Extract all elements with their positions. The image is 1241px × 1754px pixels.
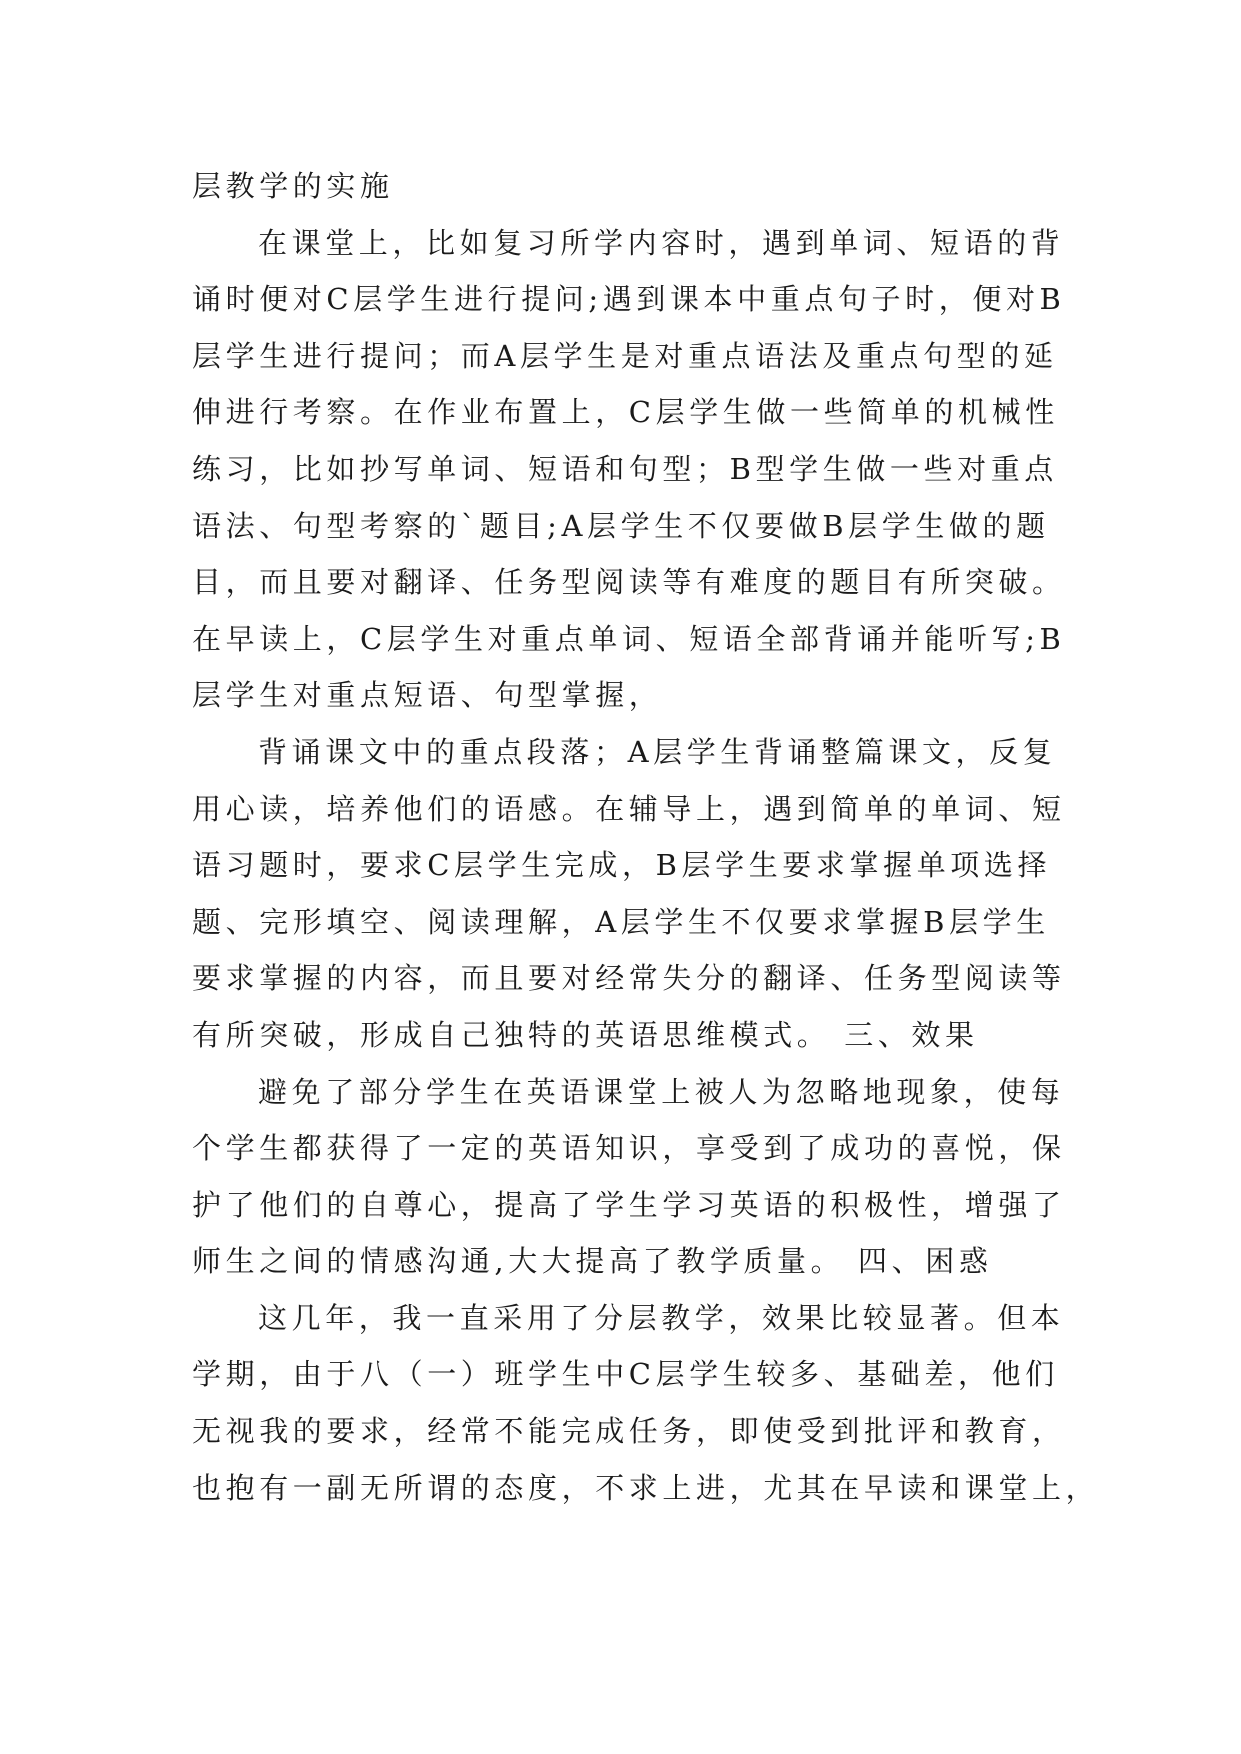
text-line: 背诵课文中的重点段落；A层学生背诵整篇课文，反复	[258, 734, 1057, 769]
text-line: 在课堂上，比如复习所学内容时，遇到单词、短语的背	[258, 225, 1065, 260]
text-line: 伸进行考察。在作业布置上，C层学生做一些简单的机械性	[192, 395, 1059, 430]
text-line: 有所突破，形成自己独特的英语思维模式。 三、效果	[192, 1017, 979, 1052]
text-line: 个学生都获得了一定的英语知识，享受到了成功的喜悦，保	[192, 1131, 1066, 1166]
text-line: 避免了部分学生在英语课堂上被人为忽略地现象，使每	[258, 1074, 1065, 1109]
text-line: 语法、句型考察的`题目;A层学生不仅要做B层学生做的题	[192, 508, 1050, 543]
document-body	[192, 158, 1100, 1516]
text-line: 学期，由于八（一）班学生中C层学生较多、基础差，他们	[192, 1357, 1059, 1392]
text-line: 要求掌握的内容，而且要对经常失分的翻译、任务型阅读等	[192, 961, 1066, 996]
text-line: 护了他们的自尊心，提高了学生学习英语的积极性，增强了	[192, 1187, 1066, 1222]
text-line: 层学生对重点短语、句型掌握，	[192, 678, 663, 713]
text-line: 目，而且要对翻译、任务型阅读等有难度的题目有所突破。	[192, 565, 1066, 600]
text-line: 练习，比如抄写单词、短语和句型；B型学生做一些对重点	[192, 451, 1058, 486]
text-line: 也抱有一副无所谓的态度，不求上进，尤其在早读和课堂上，	[192, 1470, 1100, 1505]
text-line: 层学生进行提问；而A层学生是对重点语法及重点句型的延	[192, 338, 1058, 373]
text-line: 诵时便对C层学生进行提问;遇到课本中重点句子时，便对B	[192, 282, 1066, 317]
text-line: 层教学的实施	[192, 169, 394, 203]
text-line: 在早读上，C层学生对重点单词、短语全部背诵并能听写;B	[192, 621, 1066, 656]
text-line: 无视我的要求，经常不能完成任务，即使受到批评和教育，	[192, 1414, 1066, 1449]
text-line: 题、完形填空、阅读理解，A层学生不仅要求掌握B层学生	[192, 904, 1050, 939]
text-line: 师生之间的情感沟通,大大提高了教学质量。 四、困惑	[192, 1244, 993, 1279]
text-line: 这几年，我一直采用了分层教学，效果比较显著。但本	[258, 1300, 1065, 1335]
text-line: 语习题时，要求C层学生完成，B层学生要求掌握单项选择	[192, 848, 1052, 883]
text-line: 用心读，培养他们的语感。在辅导上，遇到简单的单词、短	[192, 791, 1066, 826]
